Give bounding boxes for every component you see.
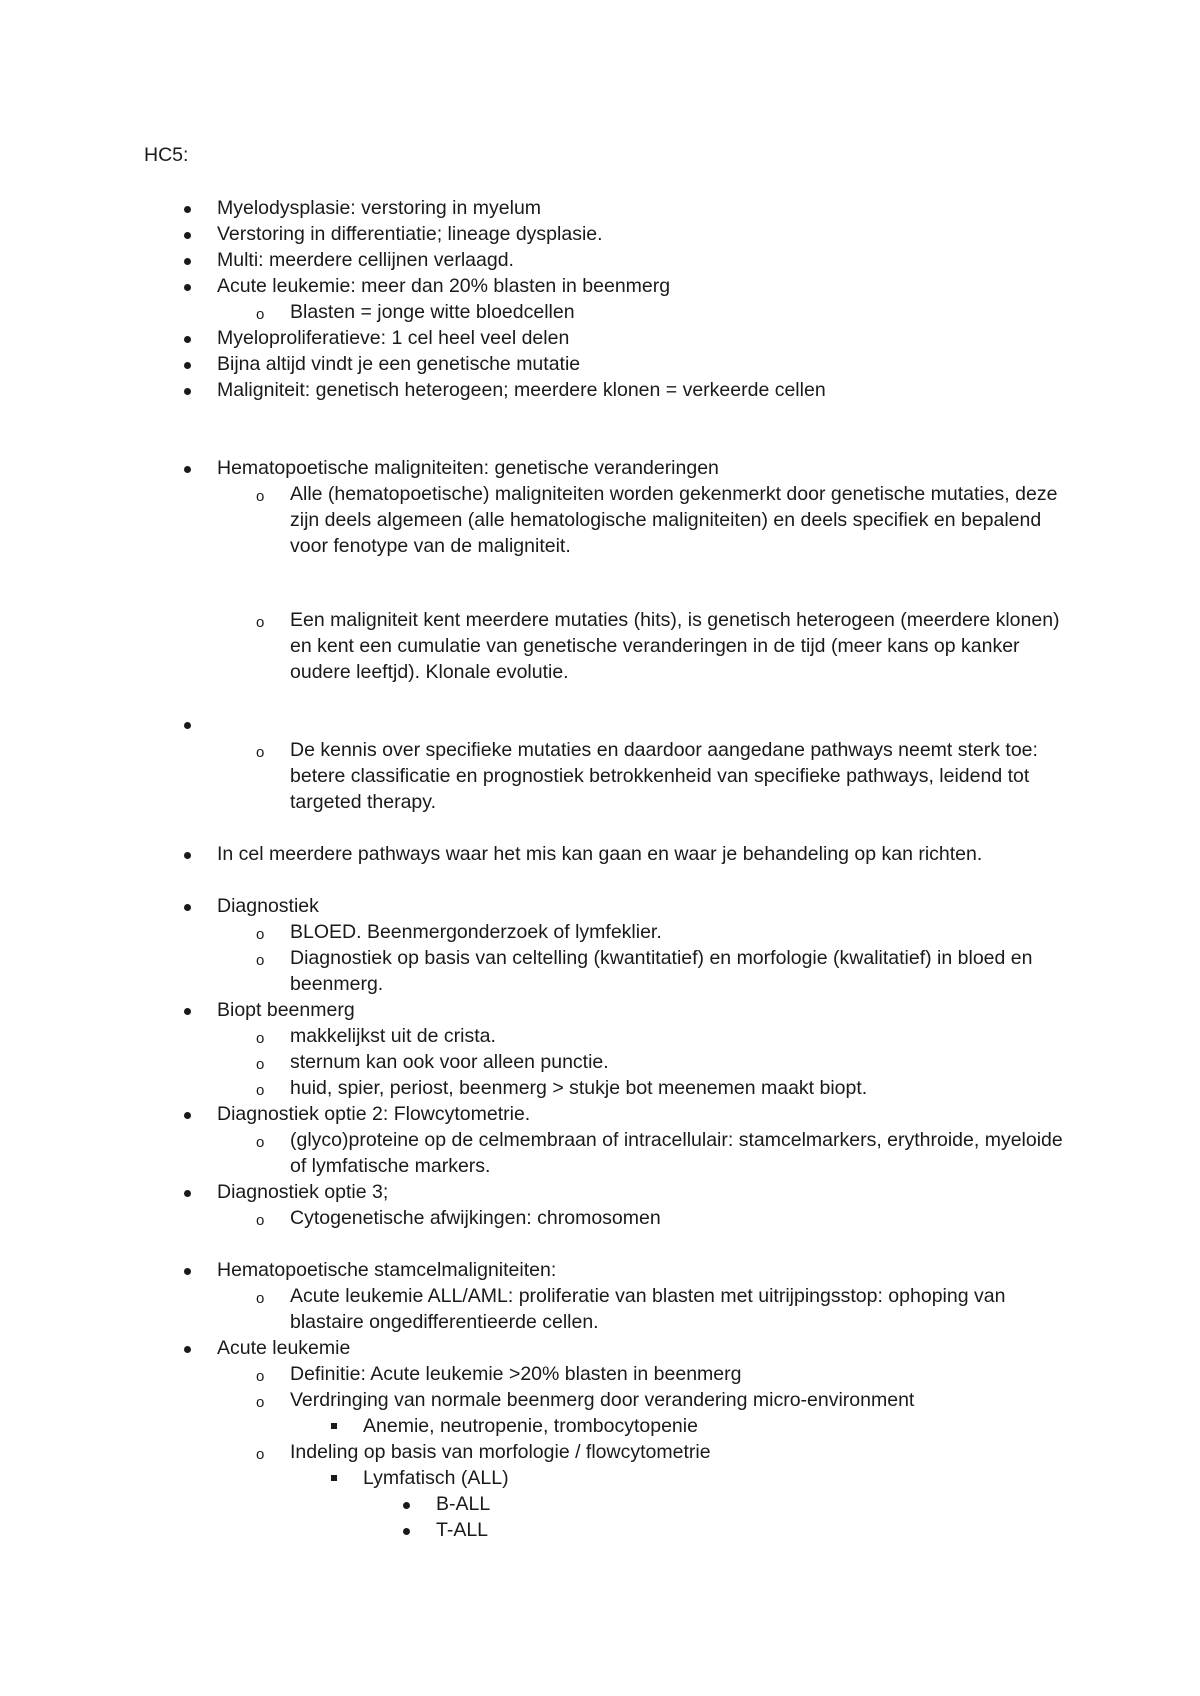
square-bullet-icon — [331, 1423, 337, 1429]
list-item-text: (glyco)proteine op de celmembraan of intracellulair: stamcelmarkers, erythroide, myeloide of lymfatische markers. — [290, 1129, 1063, 1177]
list-item — [217, 1179, 1057, 1205]
bullet-icon — [184, 1346, 191, 1353]
bullet-icon — [403, 1528, 410, 1535]
list-item-text: Acute leukemie ALL/AML: proliferatie van blasten met uitrijpingsstop: ophoping van blastaire ongedifferentieerde cellen. — [290, 1285, 1006, 1333]
list-item-text: Een maligniteit kent meerdere mutaties (hits), is genetisch heterogeen (meerdere klonen) en kent een cumulatie van genetische veranderingen in de tijd (meer kans op kanker oudere leeftjd). Klonale evolutie. — [290, 609, 1060, 683]
circle-bullet-icon: o — [256, 306, 265, 323]
list-item-text: Hematopoetische stamcelmaligniteiten: — [217, 1259, 557, 1281]
list-item-text: Bijna altijd vindt je een genetische mutatie — [217, 353, 581, 375]
list-item-text: Definitie: Acute leukemie >20% blasten in beenmerg — [290, 1363, 742, 1385]
list-item — [217, 997, 1057, 1023]
list-item-text: Diagnostiek optie 2: Flowcytometrie. — [217, 1103, 531, 1125]
circle-bullet-icon: o — [256, 1082, 265, 1099]
bullet-icon — [403, 1502, 410, 1509]
bullet-icon — [184, 1112, 191, 1119]
bullet-icon — [184, 1008, 191, 1015]
bullet-icon — [184, 722, 191, 729]
list-item-text: Verstoring in differentiatie; lineage dysplasie. — [217, 223, 603, 245]
list-item — [217, 351, 1057, 377]
list-item — [256, 1205, 1070, 1231]
list-item — [217, 455, 1057, 481]
circle-bullet-icon: o — [256, 1446, 265, 1463]
list-item — [217, 1101, 1057, 1127]
list-item-text: Diagnostiek op basis van celtelling (kwantitatief) en morfologie (kwalitatief) in bloed en beenmerg. — [290, 947, 1033, 995]
circle-bullet-icon: o — [256, 1394, 265, 1411]
circle-bullet-icon: o — [256, 488, 265, 505]
circle-bullet-icon: o — [256, 1290, 265, 1307]
list-item — [256, 1283, 1070, 1335]
circle-bullet-icon: o — [256, 614, 265, 631]
list-item-text: Lymfatisch (ALL) — [363, 1467, 509, 1489]
list-item-text: Cytogenetische afwijkingen: chromosomen — [290, 1207, 661, 1229]
circle-bullet-icon: o — [256, 744, 265, 761]
bullet-icon — [184, 284, 191, 291]
list-item — [256, 737, 1070, 815]
bullet-icon — [184, 904, 191, 911]
list-item-text: BLOED. Beenmergonderzoek of lymfeklier. — [290, 921, 662, 943]
circle-bullet-icon: o — [256, 1212, 265, 1229]
circle-bullet-icon: o — [256, 1056, 265, 1073]
list-item — [217, 273, 1057, 299]
list-item — [217, 221, 1057, 247]
list-item-text: Blasten = jonge witte bloedcellen — [290, 301, 575, 323]
list-item-text: Acute leukemie — [217, 1337, 351, 1359]
circle-bullet-icon: o — [256, 1368, 265, 1385]
list-item — [256, 481, 1070, 559]
list-item-text: Biopt beenmerg — [217, 999, 355, 1021]
list-item-text: makkelijkst uit de crista. — [290, 1025, 496, 1047]
list-item-text: Alle (hematopoetische) maligniteiten worden gekenmerkt door genetische mutaties, deze zijn deels algemeen (alle hematologische maligniteiten) en deels specifiek en bepalend voor fenotype van de maligniteit. — [290, 483, 1058, 557]
list-item — [256, 299, 1070, 325]
list-item — [363, 1465, 1063, 1491]
list-item-text: Myelodysplasie: verstoring in myelum — [217, 197, 542, 219]
list-item — [256, 1075, 1070, 1101]
list-item-text: De kennis over specifieke mutaties en daardoor aangedane pathways neemt sterk toe: betere classificatie en prognostiek betrokkenheid van specifieke pathways, leidend tot targeted therapy. — [290, 739, 1038, 813]
list-item — [217, 377, 1057, 403]
list-item — [256, 945, 1070, 997]
bullet-icon — [184, 258, 191, 265]
list-item-text: Diagnostiek optie 3; — [217, 1181, 389, 1203]
list-item — [363, 1413, 1063, 1439]
page-heading: HC5: — [144, 144, 189, 166]
circle-bullet-icon: o — [256, 952, 265, 969]
bullet-icon — [184, 206, 191, 213]
list-item — [217, 841, 1057, 867]
list-item-text: Maligniteit: genetisch heterogeen; meerdere klonen = verkeerde cellen — [217, 379, 826, 401]
list-item-text: Multi: meerdere cellijnen verlaagd. — [217, 249, 514, 271]
bullet-icon — [184, 852, 191, 859]
bullet-icon — [184, 1190, 191, 1197]
circle-bullet-icon: o — [256, 1134, 265, 1151]
list-item — [256, 919, 1070, 945]
list-item-text: Indeling op basis van morfologie / flowcytometrie — [290, 1441, 711, 1463]
list-item — [217, 893, 1057, 919]
list-item — [256, 1387, 1070, 1413]
list-item — [217, 325, 1057, 351]
list-item-text: B-ALL — [436, 1493, 491, 1515]
bullet-icon — [184, 466, 191, 473]
list-item — [217, 195, 1057, 221]
list-item-text: In cel meerdere pathways waar het mis kan gaan en waar je behandeling op kan richten. — [217, 843, 983, 865]
list-item — [436, 1517, 1036, 1543]
list-item-text: Acute leukemie: meer dan 20% blasten in beenmerg — [217, 275, 671, 297]
list-item — [436, 1491, 1036, 1517]
list-item-text: Verdringing van normale beenmerg door verandering micro-environment — [290, 1389, 915, 1411]
list-item — [217, 1257, 1057, 1283]
circle-bullet-icon: o — [256, 926, 265, 943]
circle-bullet-icon: o — [256, 1030, 265, 1047]
list-item-text: huid, spier, periost, beenmerg > stukje bot meenemen maakt biopt. — [290, 1077, 868, 1099]
list-item-text: T-ALL — [436, 1519, 489, 1541]
list-item — [256, 1023, 1070, 1049]
list-item — [217, 1335, 1057, 1361]
list-item-text: Diagnostiek — [217, 895, 319, 917]
list-item-text: sternum kan ook voor alleen punctie. — [290, 1051, 609, 1073]
list-item — [217, 247, 1057, 273]
list-item-text: Anemie, neutropenie, trombocytopenie — [363, 1415, 698, 1437]
bullet-icon — [184, 362, 191, 369]
bullet-icon — [184, 388, 191, 395]
bullet-icon — [184, 1268, 191, 1275]
list-item — [256, 607, 1070, 685]
bullet-icon — [184, 232, 191, 239]
list-item-text: Myeloproliferatieve: 1 cel heel veel delen — [217, 327, 570, 349]
square-bullet-icon — [331, 1475, 337, 1481]
list-item — [256, 1439, 1070, 1465]
bullet-icon — [184, 336, 191, 343]
list-item — [256, 1127, 1070, 1179]
list-item — [256, 1361, 1070, 1387]
list-item — [256, 1049, 1070, 1075]
list-item-text: Hematopoetische maligniteiten: genetische veranderingen — [217, 457, 719, 479]
